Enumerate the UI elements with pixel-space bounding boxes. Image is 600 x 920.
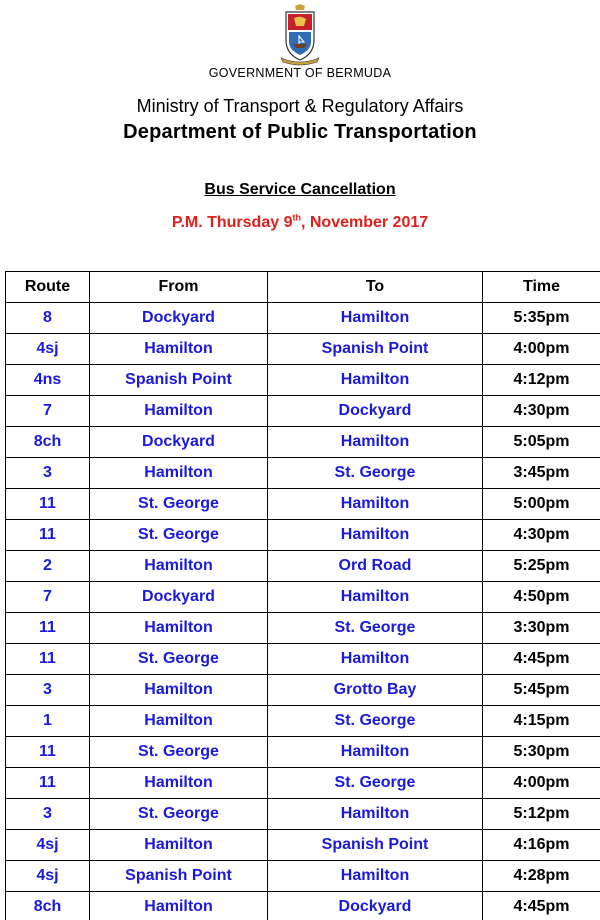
time-cell: 3:45pm xyxy=(483,458,600,489)
route-cell: 1 xyxy=(6,706,90,737)
time-cell: 4:15pm xyxy=(483,706,600,737)
to-cell: Hamilton xyxy=(268,427,483,458)
time-cell: 5:25pm xyxy=(483,551,600,582)
route-cell: 2 xyxy=(6,551,90,582)
route-cell: 11 xyxy=(6,489,90,520)
route-cell: 4sj xyxy=(6,861,90,892)
notice-date xyxy=(0,214,600,232)
from-cell: St. George xyxy=(90,644,268,675)
date-suffix: th xyxy=(292,212,301,223)
time-cell: 4:00pm xyxy=(483,334,600,365)
to-cell: Dockyard xyxy=(268,396,483,427)
from-cell: Spanish Point xyxy=(90,861,268,892)
to-cell: Hamilton xyxy=(268,582,483,613)
time-cell: 5:00pm xyxy=(483,489,600,520)
time-cell: 5:12pm xyxy=(483,799,600,830)
government-heading: GOVERNMENT OF BERMUDA xyxy=(208,66,392,80)
route-cell: 7 xyxy=(6,396,90,427)
route-cell: 3 xyxy=(6,675,90,706)
ministry-heading: Ministry of Transport & Regulatory Affairs xyxy=(136,96,464,116)
table-row xyxy=(6,582,600,613)
route-cell: 11 xyxy=(6,613,90,644)
from-cell: Hamilton xyxy=(90,613,268,644)
to-cell: Spanish Point xyxy=(268,334,483,365)
to-cell: St. George xyxy=(268,768,483,799)
time-cell: 4:30pm xyxy=(483,396,600,427)
table-row xyxy=(6,520,600,551)
route-cell: 4sj xyxy=(6,334,90,365)
to-cell: Hamilton xyxy=(268,799,483,830)
table-row xyxy=(6,458,600,489)
time-cell: 4:50pm xyxy=(483,582,600,613)
from-cell: St. George xyxy=(90,489,268,520)
department-heading: Department of Public Transportation xyxy=(123,121,477,143)
table-header-row xyxy=(6,272,600,303)
to-cell: Hamilton xyxy=(268,520,483,551)
to-cell: Hamilton xyxy=(268,644,483,675)
table-row xyxy=(6,644,600,675)
table-row xyxy=(6,551,600,582)
to-cell: Hamilton xyxy=(268,737,483,768)
route-cell: 3 xyxy=(6,458,90,489)
to-cell: St. George xyxy=(268,706,483,737)
to-cell: St. George xyxy=(268,458,483,489)
route-cell: 11 xyxy=(6,768,90,799)
to-cell: Dockyard xyxy=(268,892,483,920)
time-cell: 4:12pm xyxy=(483,365,600,396)
to-cell: Ord Road xyxy=(268,551,483,582)
cancellation-table xyxy=(5,271,600,920)
table-row xyxy=(6,830,600,861)
time-cell: 5:05pm xyxy=(483,427,600,458)
from-cell: Hamilton xyxy=(90,768,268,799)
table-row xyxy=(6,303,600,334)
from-cell: Hamilton xyxy=(90,396,268,427)
from-cell: Hamilton xyxy=(90,458,268,489)
table-row xyxy=(6,799,600,830)
to-cell: Grotto Bay xyxy=(268,675,483,706)
from-cell: St. George xyxy=(90,737,268,768)
table-row xyxy=(6,427,600,458)
table-row xyxy=(6,675,600,706)
route-cell: 8 xyxy=(6,303,90,334)
time-cell: 4:45pm xyxy=(483,644,600,675)
from-cell: Dockyard xyxy=(90,427,268,458)
from-cell: Hamilton xyxy=(90,551,268,582)
table-row xyxy=(6,489,600,520)
to-cell: Hamilton xyxy=(268,303,483,334)
route-cell: 4ns xyxy=(6,365,90,396)
time-cell: 4:28pm xyxy=(483,861,600,892)
table-row xyxy=(6,613,600,644)
table-row xyxy=(6,892,600,920)
time-cell: 3:30pm xyxy=(483,613,600,644)
date-rest: , November 2017 xyxy=(300,214,429,231)
from-cell: Hamilton xyxy=(90,675,268,706)
to-cell: Hamilton xyxy=(268,489,483,520)
from-cell: Hamilton xyxy=(90,706,268,737)
route-cell: 8ch xyxy=(6,892,90,920)
to-cell: St. George xyxy=(268,613,483,644)
to-cell: Hamilton xyxy=(268,861,483,892)
to-cell: Hamilton xyxy=(268,365,483,396)
route-cell: 4sj xyxy=(6,830,90,861)
header-from: From xyxy=(90,272,268,303)
from-cell: Spanish Point xyxy=(90,365,268,396)
time-cell: 4:16pm xyxy=(483,830,600,861)
route-cell: 7 xyxy=(6,582,90,613)
header-to: To xyxy=(268,272,483,303)
route-cell: 11 xyxy=(6,737,90,768)
time-cell: 5:30pm xyxy=(483,737,600,768)
notice-title-text: Bus Service Cancellation xyxy=(204,181,396,198)
notice-title xyxy=(0,181,600,199)
header-route: Route xyxy=(6,272,90,303)
header-time: Time xyxy=(483,272,600,303)
date-prefix: P.M. Thursday 9 xyxy=(171,214,293,231)
from-cell: Hamilton xyxy=(90,830,268,861)
time-cell: 4:45pm xyxy=(483,892,600,920)
table-row xyxy=(6,396,600,427)
from-cell: Hamilton xyxy=(90,892,268,920)
time-cell: 4:00pm xyxy=(483,768,600,799)
table-row xyxy=(6,737,600,768)
route-cell: 8ch xyxy=(6,427,90,458)
from-cell: Dockyard xyxy=(90,303,268,334)
route-cell: 11 xyxy=(6,644,90,675)
route-cell: 11 xyxy=(6,520,90,551)
table-row xyxy=(6,768,600,799)
to-cell: Spanish Point xyxy=(268,830,483,861)
from-cell: Hamilton xyxy=(90,334,268,365)
table-row xyxy=(6,861,600,892)
table-row xyxy=(6,706,600,737)
from-cell: St. George xyxy=(90,799,268,830)
time-cell: 5:35pm xyxy=(483,303,600,334)
route-cell: 3 xyxy=(6,799,90,830)
table-row xyxy=(6,334,600,365)
bermuda-crest-logo xyxy=(277,4,323,66)
time-cell: 5:45pm xyxy=(483,675,600,706)
time-cell: 4:30pm xyxy=(483,520,600,551)
from-cell: Dockyard xyxy=(90,582,268,613)
table-row xyxy=(6,365,600,396)
from-cell: St. George xyxy=(90,520,268,551)
